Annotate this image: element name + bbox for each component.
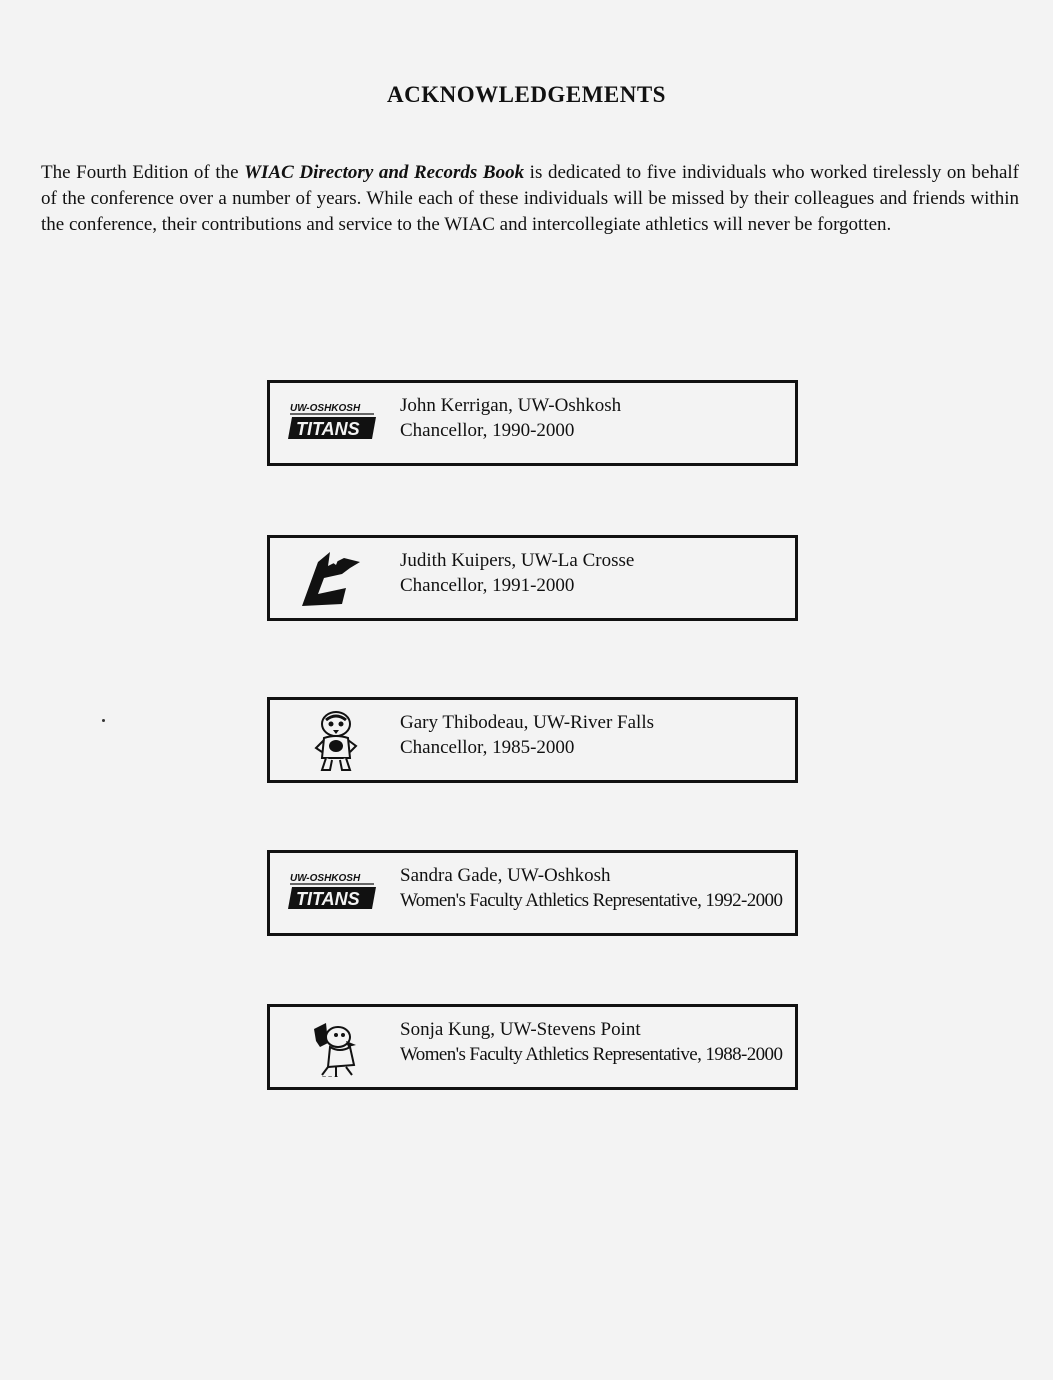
dedication-card (267, 697, 798, 783)
logo-top-text: UW-OSHKOSH (290, 873, 361, 884)
dedication-role: Chancellor, 1991-2000 (400, 575, 575, 596)
dedication-card (267, 535, 798, 621)
page-title: ACKNOWLEDGEMENTS (387, 82, 666, 107)
logo-main-text: TITANS (296, 419, 360, 439)
intro-text-end: is dedicated to five individuals who worked tirelessly on behalf of the conference over a number of years. While each of these individuals will be missed by their colleagues and friends within the conference, their contributions and service to the WIAC and intercollegiate athletics will never be forgotten. (41, 162, 1019, 235)
uw-oshkosh-titans-logo-icon (284, 859, 378, 929)
dedication-role: Chancellor, 1985-2000 (400, 737, 575, 758)
intro-paragraph (41, 160, 1019, 238)
stray-mark (102, 719, 105, 722)
dedication-name: John Kerrigan, UW-Oshkosh (400, 395, 622, 416)
dedication-name: Sonja Kung, UW-Stevens Point (400, 1019, 641, 1040)
logo-main-text: TITANS (296, 889, 360, 909)
book-title: WIAC Directory and Records Book (244, 162, 525, 183)
dedication-card (267, 380, 798, 466)
dedication-role: Chancellor, 1990-2000 (400, 420, 575, 441)
intro-text-start: The Fourth Edition of the (41, 162, 245, 183)
dedication-card (267, 1004, 798, 1090)
uw-river-falls-falcon-mascot-logo-icon (284, 706, 378, 776)
dedication-name: Judith Kuipers, UW-La Crosse (400, 550, 635, 571)
uw-la-crosse-eagle-logo-icon (284, 544, 378, 614)
logo-top-text: UW-OSHKOSH (290, 403, 361, 414)
svg-text:~ ~ ~: ~ ~ ~ (322, 1074, 339, 1081)
dedication-card (267, 850, 798, 936)
dedication-name: Gary Thibodeau, UW-River Falls (400, 712, 654, 733)
uw-oshkosh-titans-logo-icon (284, 389, 378, 459)
uw-stevens-point-pointer-dog-logo-icon (284, 1013, 378, 1083)
dedication-role: Women's Faculty Athletics Representative, 1988-2000 (400, 1044, 783, 1065)
dedication-name: Sandra Gade, UW-Oshkosh (400, 865, 611, 886)
dedication-role: Women's Faculty Athletics Representative, 1992-2000 (400, 890, 783, 911)
